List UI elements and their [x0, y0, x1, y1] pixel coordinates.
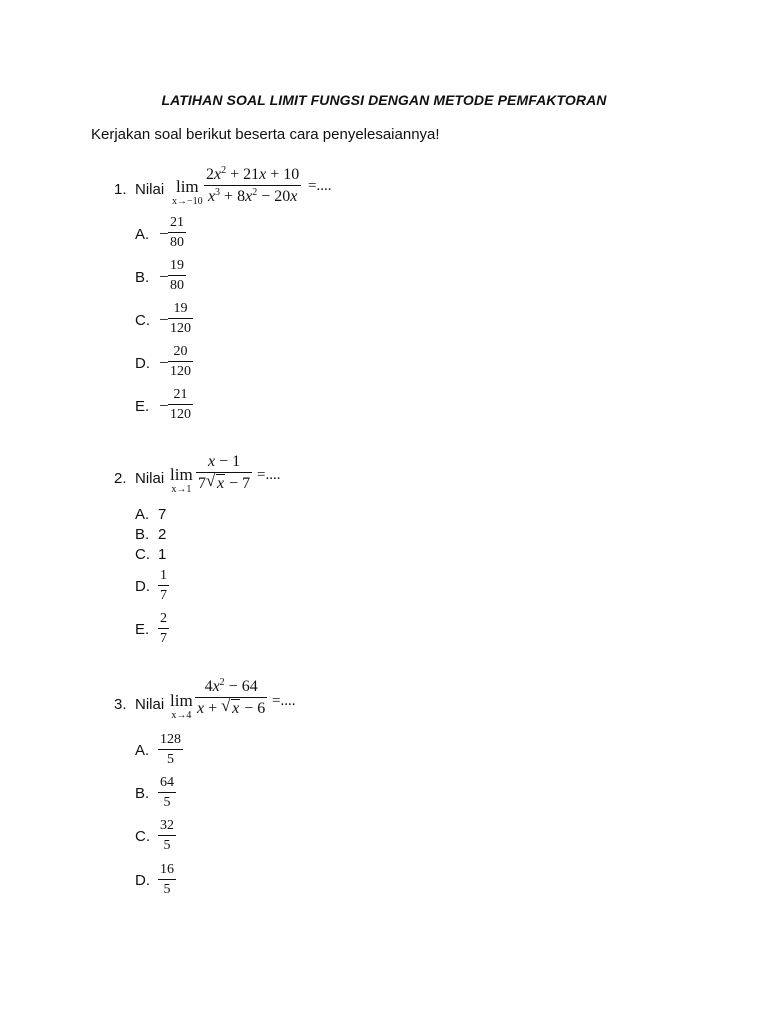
question-label: Nilai	[135, 696, 165, 713]
option-fraction: 19 80	[170, 258, 184, 293]
fraction-denominator: $x^3 + 8x^2 - 20x$	[207, 187, 298, 205]
fraction-bar	[204, 185, 301, 186]
limit-fraction	[196, 452, 252, 493]
option-fraction: 16 5	[160, 862, 174, 897]
option-fraction: 21 120	[170, 387, 191, 422]
limit-fraction	[195, 677, 267, 718]
question-label: Nilai	[135, 470, 165, 487]
option-fraction: 20 120	[170, 344, 191, 379]
fraction-numerator: $2x^2 + 21x + 10$	[206, 165, 300, 183]
question-number: 1.	[114, 181, 127, 198]
fraction-bar	[196, 472, 252, 473]
fraction-bar	[195, 697, 267, 698]
question-number: 2.	[114, 470, 127, 487]
limit-subscript: x→1	[171, 484, 192, 495]
option-fraction: 128 5	[160, 732, 181, 767]
question-number: 3.	[114, 696, 127, 713]
option-fraction: 64 5	[160, 775, 174, 810]
fraction-denominator: 7 √ x − 7	[198, 471, 251, 492]
fraction-denominator: x + √ x − 6	[197, 696, 266, 717]
option-fraction: 32 5	[160, 818, 174, 853]
option-fraction: 1 7	[160, 568, 167, 603]
limit-subscript: x→4	[171, 710, 192, 721]
fraction-numerator: $4x^2 - 64$	[204, 677, 258, 695]
limit-operator: lim x→4	[170, 691, 193, 721]
limit-subscript: x→−10	[172, 196, 203, 207]
page-title: LATIHAN SOAL LIMIT FUNGSI DENGAN METODE PEMFAKTORAN	[161, 92, 607, 108]
option-fraction: 21 80	[170, 215, 184, 250]
limit-operator: lim x→1	[170, 465, 193, 495]
equals-dots: =....	[272, 693, 296, 709]
option-fraction: 2 7	[160, 611, 167, 646]
limit-operator: lim x→−10	[172, 177, 203, 207]
equals-dots: =....	[308, 178, 332, 194]
instruction-text: Kerjakan soal berikut beserta cara penyelesaiannya!	[91, 126, 440, 143]
equals-dots: =....	[257, 467, 281, 483]
option-fraction: 19 120	[170, 301, 191, 336]
limit-fraction	[204, 165, 301, 206]
question-label: Nilai	[135, 181, 165, 198]
fraction-numerator: x − 1	[208, 453, 241, 470]
